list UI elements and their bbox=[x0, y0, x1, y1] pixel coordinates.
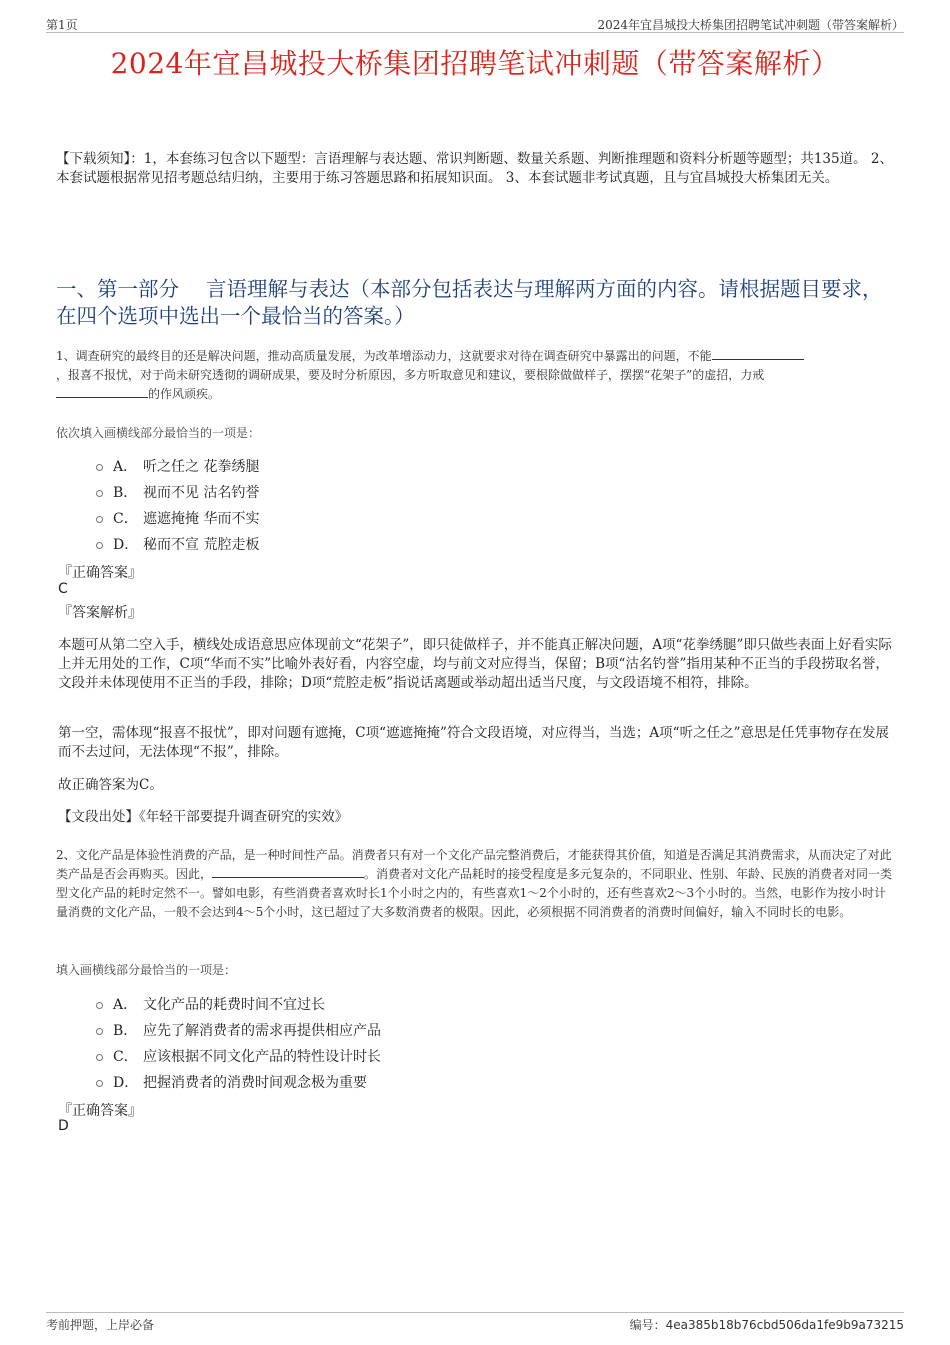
question-1-text-part-a: 1、调查研究的最终目的还是解决问题，推动高质量发展，为改革增添动力，这就要求对待在调查研究中暴露出的问题，不能 bbox=[56, 349, 712, 363]
fill-blank-1 bbox=[712, 347, 804, 360]
radio-icon[interactable] bbox=[96, 464, 103, 471]
option-a[interactable] bbox=[96, 453, 259, 479]
option-text: 把握消费者的消费时间观念极为重要 bbox=[143, 1075, 367, 1091]
footer-code-value: 4ea385b18b76cbd506da1fe9b9a73215 bbox=[665, 1318, 904, 1332]
option-letter: D． bbox=[113, 1075, 139, 1091]
footer-code-label: 编号： bbox=[629, 1318, 666, 1332]
fill-blank-3 bbox=[212, 865, 364, 878]
option-d[interactable] bbox=[96, 1069, 381, 1095]
page-header bbox=[46, 14, 904, 33]
option-b[interactable] bbox=[96, 1017, 381, 1043]
correct-answer: D bbox=[58, 1118, 69, 1134]
question-1-text-part-c: 的作风顽疾。 bbox=[148, 387, 221, 401]
question-2-prompt: 填入画横线部分最恰当的一项是： bbox=[56, 963, 237, 977]
radio-icon[interactable] bbox=[96, 1080, 103, 1087]
radio-icon[interactable] bbox=[96, 490, 103, 497]
section-title: 一、第一部分 言语理解与表达（本部分包括表达与理解两方面的内容。请根据题目要求，在四个选项中选出一个最恰当的答案。） bbox=[56, 277, 883, 328]
option-c[interactable] bbox=[96, 505, 259, 531]
header-doc-title: 2024年宜昌城投大桥集团招聘笔试冲刺题（带答案解析） bbox=[597, 18, 904, 32]
option-text: 视而不见 沽名钓誉 bbox=[143, 485, 260, 501]
option-c[interactable] bbox=[96, 1043, 381, 1069]
correct-answer-label: 『正确答案』 bbox=[58, 565, 142, 581]
correct-answer: C bbox=[58, 581, 68, 597]
option-letter: A． bbox=[113, 997, 138, 1013]
option-letter: C． bbox=[113, 511, 138, 527]
question-2-text bbox=[56, 846, 898, 922]
radio-icon[interactable] bbox=[96, 1002, 103, 1009]
analysis-paragraph-2: 第一空，需体现“报喜不报忧”，即对问题有遮掩，C项“遮遮掩掩”符合文段语境，对应得当，当选；A项“听之任之”意思是任凭事物存在发展而不去过问，无法体现“不报”，排除。 bbox=[58, 725, 889, 760]
option-letter: A． bbox=[113, 459, 138, 475]
option-letter: C． bbox=[113, 1049, 138, 1065]
document-title: 2024年宜昌城投大桥集团招聘笔试冲刺题（带答案解析） bbox=[110, 47, 840, 80]
option-text: 遮遮掩掩 华而不实 bbox=[143, 511, 260, 527]
page-footer bbox=[46, 1312, 904, 1333]
radio-icon[interactable] bbox=[96, 516, 103, 523]
question-1-options bbox=[96, 453, 259, 557]
text-source: 【文段出处】《年轻干部要提升调查研究的实效》 bbox=[58, 809, 349, 825]
question-2-text-part-b: 。消费者对文化产品耗时的接受程度是多元复杂的，不同职业、性别、年龄、民族的消费者对同一类型文化产品的耗时定然不一。譬如电影，有些消费者喜欢时长1个小时之内的，有些喜欢1～2个小时的，还有些喜欢2～3个小时的。当然，电影作为按小时计量消费的文化产品，一般不会达到4～5个小时，这已超过了大多数消费者的极限。因此，必须根据不同消费者的消费时间偏好，输入不同时长的电影。 bbox=[56, 867, 893, 919]
analysis-label: 『答案解析』 bbox=[58, 605, 142, 621]
question-1-prompt: 依次填入画横线部分最恰当的一项是： bbox=[56, 426, 261, 440]
radio-icon[interactable] bbox=[96, 1054, 103, 1061]
question-1-text-part-b: ，报喜不报忧，对于尚未研究透彻的调研成果，要及时分析原因，多方听取意见和建议，要根除做做样子，摆摆“花架子”的虚招，力戒 bbox=[56, 368, 765, 382]
option-text: 文化产品的耗费时间不宜过长 bbox=[143, 997, 325, 1013]
option-text: 秘而不宣 荒腔走板 bbox=[143, 537, 260, 553]
option-text: 听之任之 花拳绣腿 bbox=[143, 459, 260, 475]
footer-slogan: 考前押题，上岸必备 bbox=[46, 1318, 155, 1332]
question-2-options bbox=[96, 991, 381, 1095]
question-1-text bbox=[56, 347, 898, 404]
download-notice: 【下载须知】：1，本套练习包含以下题型：言语理解与表达题、常识判断题、数量关系题、判断推理题和资料分析题等题型；共135道。 2、本套试题根据常见招考题总结归纳，主要用于练习答题思路和拓展知识面。 3、本套试题非考试真题，且与宜昌城投大桥集团无关。 bbox=[56, 151, 893, 186]
option-b[interactable] bbox=[96, 479, 259, 505]
footer-code bbox=[630, 1316, 904, 1333]
option-a[interactable] bbox=[96, 991, 381, 1017]
analysis-conclusion: 故正确答案为C。 bbox=[58, 777, 163, 793]
analysis-paragraph-1: 本题可从第二空入手，横线处成语意思应体现前文“花架子”，即只徒做样子，并不能真正解决问题，A项“花拳绣腿”即只做些表面上好看实际上并无用处的工作，C项“华而不实”比喻外表好看，内容空虚，均与前文对应得当，保留；B项“沽名钓誉”指用某种不正当的手段捞取名誉，文段并未体现使用不正当的手段，排除；D项“荒腔走板”指说话离题或举动超出适当尺度，与文段语境不相符，排除。 bbox=[58, 637, 892, 691]
correct-answer-label: 『正确答案』 bbox=[58, 1103, 142, 1119]
fill-blank-2 bbox=[56, 385, 148, 398]
question-2-text-part-a: 2、文化产品是体验性消费的产品，是一种时间性产品。消费者只有对一个文化产品完整消费后，才能获得其价值，知道是否满足其消费需求，从而决定了对此类产品是否会再购买。因此， bbox=[56, 848, 892, 881]
page-number: 第1页 bbox=[46, 18, 78, 32]
option-letter: B． bbox=[113, 485, 138, 501]
option-letter: D． bbox=[113, 537, 139, 553]
option-text: 应该根据不同文化产品的特性设计时长 bbox=[143, 1049, 381, 1065]
option-text: 应先了解消费者的需求再提供相应产品 bbox=[143, 1023, 381, 1039]
radio-icon[interactable] bbox=[96, 1028, 103, 1035]
option-d[interactable] bbox=[96, 531, 259, 557]
radio-icon[interactable] bbox=[96, 542, 103, 549]
option-letter: B． bbox=[113, 1023, 138, 1039]
